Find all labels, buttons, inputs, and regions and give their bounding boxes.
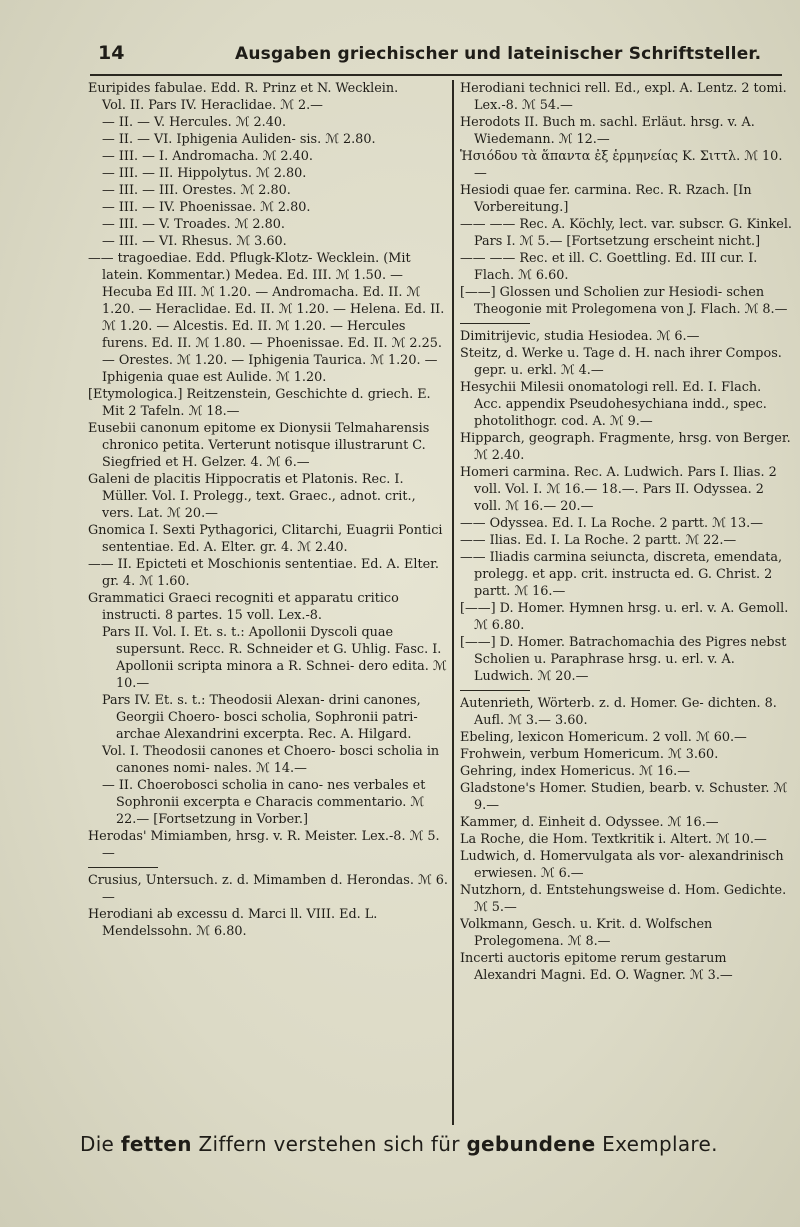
catalog-columns — [88, 80, 792, 1125]
entry-euripides: Euripides fabulae. Edd. R. Prinz et N. Wecklein. — [88, 81, 399, 96]
entry-rhesus: — III. — VI. Rhesus. ℳ 3.60. — [102, 234, 287, 249]
entry-herodiani-excessu: Herodiani ab excessu d. Marci ll. VIII. Ed. L. Mendelssohn. ℳ 6.80. — [88, 907, 378, 939]
footer-note — [80, 1132, 792, 1156]
footer-text-after: Exemplare. — [602, 1132, 718, 1156]
entry-hipparch: Hipparch, geograph. Fragmente, hrsg. von Berger. ℳ 2.40. — [460, 431, 791, 463]
entry-grammatici-pars-4: Pars IV. Et. s. t.: Theodosii Alexan- drini canones, Georgii Choero- bosci scholia, Sophronii patri- archae Alexandrini excerpta. Rec. A. Hilgard. — [102, 693, 421, 742]
entry-andromacha: — III. — I. Andromacha. ℳ 2.40. — [102, 149, 313, 164]
entry-autenrieth: Autenrieth, Wörterb. z. d. Homer. Ge- dichten. 8. Aufl. ℳ 3.— 3.60. — [460, 696, 777, 728]
entry-tragoediae: —— tragoediae. Edd. Pflugk-Klotz- Wecklein. (Mit latein. Kommentar.) Medea. Ed. III. ℳ 1.50. — Hecuba Ed III. ℳ 1.20. — Andromacha. Ed. II. ℳ 1.20. — Heraclidae. Ed. II. ℳ 1.20. — Helena. Ed. II. ℳ 1.20. — Alcestis. Ed. II. ℳ 1.20. — Hercules furens. Ed. II. ℳ 1.80. — Phoenissae. Ed. II. ℳ 2.25. — Orestes. ℳ 1.20. — Iphigenia Taurica. ℳ 1.20. — Iphigenia quae est Aulide. ℳ 1.20. — [88, 251, 445, 385]
page-number: 14 — [98, 42, 125, 64]
entry-frohwein: Frohwein, verbum Homericum. ℳ 3.60. — [460, 747, 719, 762]
entry-kammer: Kammer, d. Einheit d. Odyssee. ℳ 16.— — [460, 815, 719, 830]
entry-heraclidae: Vol. II. Pars IV. Heraclidae. ℳ 2.— — [102, 98, 323, 113]
entry-gnomica-1: Gnomica I. Sexti Pythagorici, Clitarchi, Euagrii Pontici sententiae. Ed. A. Elter. gr. 4. ℳ 2.40. — [88, 523, 443, 555]
entry-eusebii: Eusebii canonum epitome ex Dionysii Telmaharensis chronico petita. Verterunt notisque illustrarunt C. Siegfried et H. Gelzer. 4. ℳ 6.— — [88, 421, 430, 470]
entry-homer-hymnen: [——] D. Homer. Hymnen hrsg. u. erl. v. A. Gemoll. ℳ 6.80. — [460, 601, 789, 633]
entry-herodiani-technici: Herodiani technici rell. Ed., expl. A. Lentz. 2 tomi. Lex.-8. ℳ 54.— — [460, 81, 787, 113]
entry-hesiodi-koechly: —— —— Rec. A. Köchly, lect. var. subscr. G. Kinkel. Pars I. ℳ 5.— [Fortsetzung erscheint nicht.] — [460, 217, 792, 249]
section-rule — [460, 323, 530, 324]
entry-gladstone: Gladstone's Homer. Studien, bearb. v. Schuster. ℳ 9.— — [460, 781, 788, 813]
entry-hesiodou: Ἡσιόδου τὰ ἅπαντα ἐξ ἑρμηνείας Κ. Σιττλ. ℳ 10.— — [460, 149, 783, 181]
entry-etymologica: [Etymologica.] Reitzenstein, Geschichte d. griech. E. Mit 2 Tafeln. ℳ 18.— — [88, 387, 431, 419]
entry-grammatici: Grammatici Graeci recogniti et apparatu critico instructi. 8 partes. 15 voll. Lex.-8. — [88, 591, 399, 623]
entry-gehring: Gehring, index Homericus. ℳ 16.— — [460, 764, 690, 779]
column-divider — [452, 80, 454, 1125]
entry-ludwich: Ludwich, d. Homervulgata als vor- alexandrinisch erwiesen. ℳ 6.— — [460, 849, 784, 881]
entry-orestes: — III. — III. Orestes. ℳ 2.80. — [102, 183, 291, 198]
entry-crusius: Crusius, Untersuch. z. d. Mimamben d. Herondas. ℳ 6.— — [88, 873, 448, 905]
footer-bold-gebundene: gebundene — [466, 1132, 596, 1156]
entry-dimitrijevic: Dimitrijevic, studia Hesiodea. ℳ 6.— — [460, 329, 700, 344]
footer-bold-fetten: fetten — [120, 1132, 192, 1156]
entry-la-roche: La Roche, die Hom. Textkritik i. Altert. ℳ 10.— — [460, 832, 767, 847]
section-rule — [88, 867, 158, 868]
entry-herodas: Herodas' Mimiamben, hrsg. v. R. Meister. Lex.-8. ℳ 5.— — [88, 829, 440, 861]
entry-ebeling: Ebeling, lexicon Homericum. 2 voll. ℳ 60.— — [460, 730, 747, 745]
entry-hippolytus: — III. — II. Hippolytus. ℳ 2.80. — [102, 166, 307, 181]
entry-herodots: Herodots II. Buch m. sachl. Erläut. hrsg. v. A. Wiedemann. ℳ 12.— — [460, 115, 755, 147]
entry-homeri-carmina: Homeri carmina. Rec. A. Ludwich. Pars I. Ilias. 2 voll. Vol. I. ℳ 16.— 18.—. Pars II. Odyssea. 2 voll. ℳ 16.— 20.— — [460, 465, 777, 514]
entry-ilias: —— Ilias. Ed. I. La Roche. 2 partt. ℳ 22.— — [460, 533, 737, 548]
running-title: Ausgaben griechischer und lateinischer Schriftsteller. — [235, 44, 762, 64]
entry-nutzhorn: Nutzhorn, d. Entstehungsweise d. Hom. Gedichte. ℳ 5.— — [460, 883, 787, 915]
page-header — [0, 40, 800, 74]
footer-text-middle: Ziffern verstehen sich für — [198, 1132, 460, 1156]
right-column — [460, 80, 792, 1125]
entry-volkmann: Volkmann, Gesch. u. Krit. d. Wolfschen Prolegomena. ℳ 8.— — [460, 917, 713, 949]
entry-gnomica-2: —— II. Epicteti et Moschionis sententiae. Ed. A. Elter. gr. 4. ℳ 1.60. — [88, 557, 439, 589]
entry-phoenissae: — III. — IV. Phoenissae. ℳ 2.80. — [102, 200, 311, 215]
entry-grammatici-vol-1: Vol. I. Theodosii canones et Choero- bosci scholia in canones nomi- nales. ℳ 14.— — [102, 744, 440, 776]
entry-galeni: Galeni de placitis Hippocratis et Platonis. Rec. I. Müller. Vol. I. Prolegg., text. Graec., adnot. crit., vers. Lat. ℳ 20.— — [88, 472, 416, 521]
entry-iphigenia-aulidensis: — II. — VI. Iphigenia Auliden- sis. ℳ 2.80. — [102, 132, 376, 147]
entry-hesiodi-goettling: —— —— Rec. et ill. C. Goettling. Ed. III cur. I. Flach. ℳ 6.60. — [460, 251, 758, 283]
entry-grammatici-vol-2: — II. Choerobosci scholia in cano- nes verbales et Sophronii excerpta e Characis commentario. ℳ 22.— [Fortsetzung in Vorber.] — [102, 778, 426, 827]
entry-steitz: Steitz, d. Werke u. Tage d. H. nach ihrer Compos. gepr. u. erkl. ℳ 4.— — [460, 346, 782, 378]
entry-batrachomachia: [——] D. Homer. Batrachomachia des Pigres nebst Scholien u. Paraphrase hrsg. u. erl. v. A. Ludwich. ℳ 20.— — [460, 635, 787, 684]
entry-glossen-scholien: [——] Glossen und Scholien zur Hesiodi- schen Theogonie mit Prolegomena von J. Flach. ℳ 8.— — [460, 285, 788, 317]
left-column — [88, 80, 448, 1125]
section-rule — [460, 690, 530, 691]
entry-hesiodi-rzach: Hesiodi quae fer. carmina. Rec. R. Rzach. [In Vorbereitung.] — [460, 183, 752, 215]
entry-incerti-auctoris: Incerti auctoris epitome rerum gestarum Alexandri Magni. Ed. O. Wagner. ℳ 3.— — [460, 951, 733, 983]
entry-iliadis-carmina: —— Iliadis carmina seiuncta, discreta, emendata, prolegg. et app. crit. instructa ed. G. Christ. 2 partt. ℳ 16.— — [460, 550, 783, 599]
entry-hercules: — II. — V. Hercules. ℳ 2.40. — [102, 115, 287, 130]
entry-troades: — III. — V. Troades. ℳ 2.80. — [102, 217, 285, 232]
footer-text-before: Die — [80, 1132, 115, 1156]
entry-grammatici-pars-2: Pars II. Vol. I. Et. s. t.: Apollonii Dyscoli quae supersunt. Recc. R. Schneider et G. Uhlig. Fasc. I. Apollonii scripta minora a R. Schnei- dero edita. ℳ 10.— — [102, 625, 447, 691]
entry-odyssea: —— Odyssea. Ed. I. La Roche. 2 partt. ℳ 13.— — [460, 516, 764, 531]
header-rule — [90, 74, 782, 76]
entry-hesychii: Hesychii Milesii onomatologi rell. Ed. I. Flach. Acc. appendix Pseudohesychiana indd., spec. photolithogr. cod. A. ℳ 9.— — [460, 380, 767, 429]
